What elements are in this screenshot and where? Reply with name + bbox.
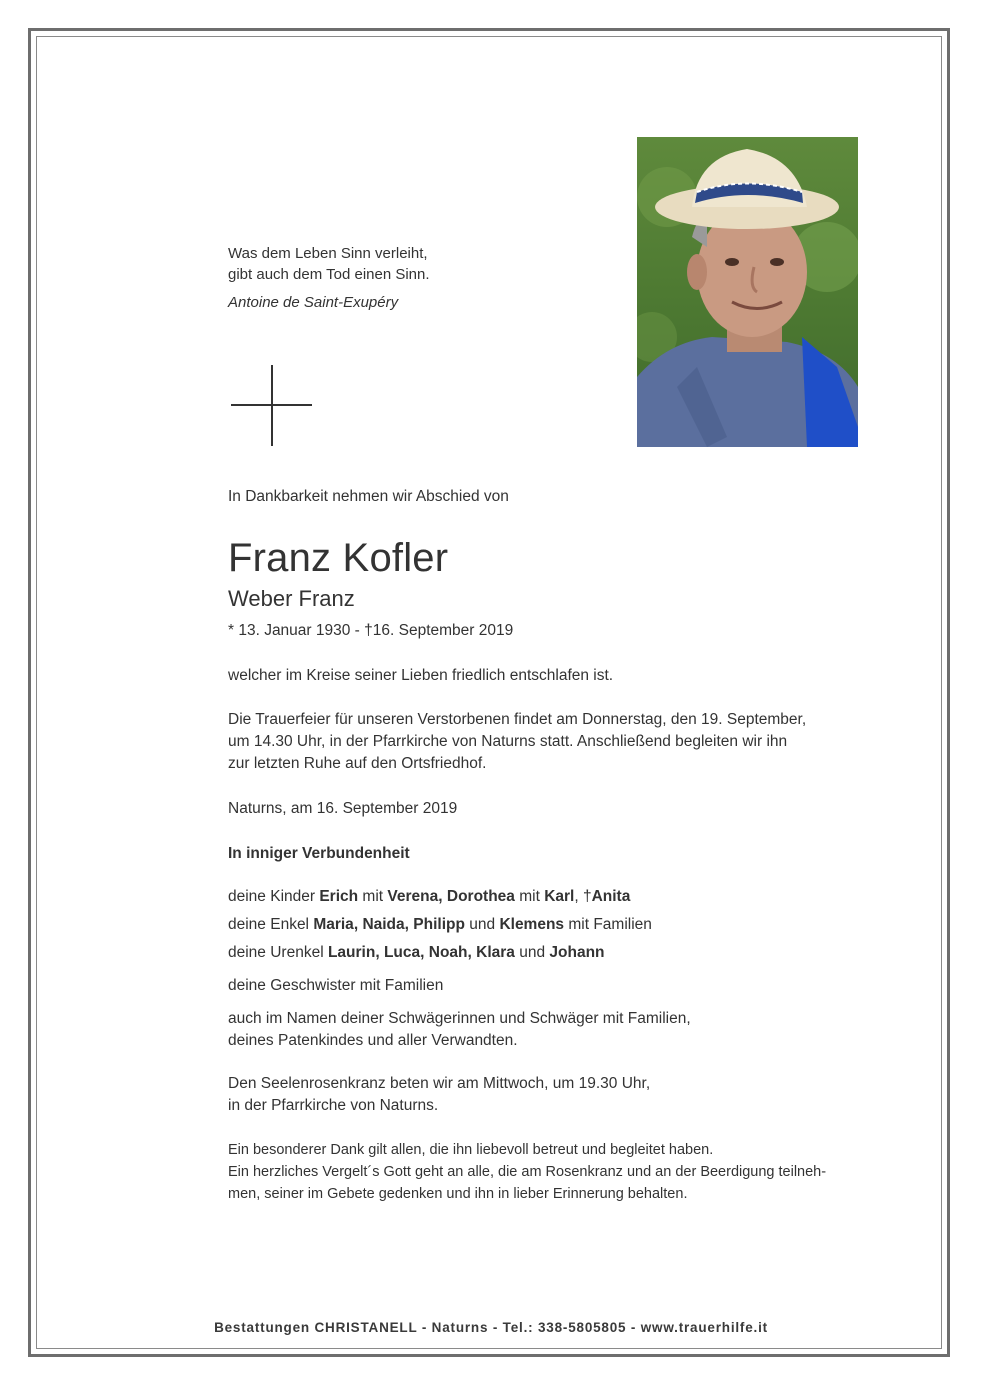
mourners-relatives: auch im Namen deiner Schwägerinnen und Schwäger mit Familien, deines Patenkindes und aller Verwandten. (228, 1010, 691, 1049)
quote-author: Antoine de Saint-Exupéry (228, 294, 399, 311)
intro-text: In Dankbarkeit nehmen wir Abschied von (228, 488, 509, 505)
funeral-line-3: zur letzten Ruhe auf den Ortsfriedhof. (228, 755, 487, 772)
quote-block (228, 243, 430, 313)
rosary-paragraph: Den Seelenrosenkranz beten wir am Mittwoch, um 19.30 Uhr, in der Pfarrkirche von Naturns. (228, 1075, 651, 1114)
thanks-paragraph: Ein besonderer Dank gilt allen, die ihn liebevoll betreut und begleitet haben. Ein herzliches Vergelt´s Gott geht an alle, die am Rosenkranz und an der Beerdigung teilneh- men, seiner im Gebete gedenken und ihn in lieber Erinnerung behalten. (228, 1142, 827, 1202)
funeral-paragraph (228, 709, 868, 775)
funeral-home-footer: Bestattungen CHRISTANELL - Naturns - Tel.: 338-5805805 - www.trauerhilfe.it (214, 1320, 768, 1335)
deceased-name: Franz Kofler (228, 536, 449, 580)
quote-line-1: Was dem Leben Sinn verleiht, (228, 245, 428, 262)
mourners-great-grandchildren: deine Urenkel Laurin, Luca, Noah, Klara und Johann (228, 944, 605, 961)
mourners-grandchildren: deine Enkel Maria, Naida, Philipp und Klemens mit Familien (228, 916, 652, 933)
quote-line-2: gibt auch dem Tod einen Sinn. (228, 266, 430, 283)
life-dates: * 13. Januar 1930 - †16. September 2019 (228, 622, 514, 639)
cross-icon (231, 365, 312, 446)
passing-text: welcher im Kreise seiner Lieben friedlich entschlafen ist. (228, 667, 614, 684)
mourners-siblings: deine Geschwister mit Familien (228, 977, 444, 994)
mourners-children: deine Kinder Erich mit Verena, Dorothea mit Karl, †Anita (228, 888, 631, 905)
deceased-nickname: Weber Franz (228, 586, 355, 611)
funeral-line-2: um 14.30 Uhr, in der Pfarrkirche von Naturns statt. Anschließend begleiten wir ihn (228, 733, 788, 750)
place-date: Naturns, am 16. September 2019 (228, 800, 458, 817)
closing-heading: In inniger Verbundenheit (228, 845, 410, 862)
portrait-photo (637, 137, 858, 447)
funeral-line-1: Die Trauerfeier für unseren Verstorbenen findet am Donnerstag, den 19. September, (228, 711, 807, 728)
